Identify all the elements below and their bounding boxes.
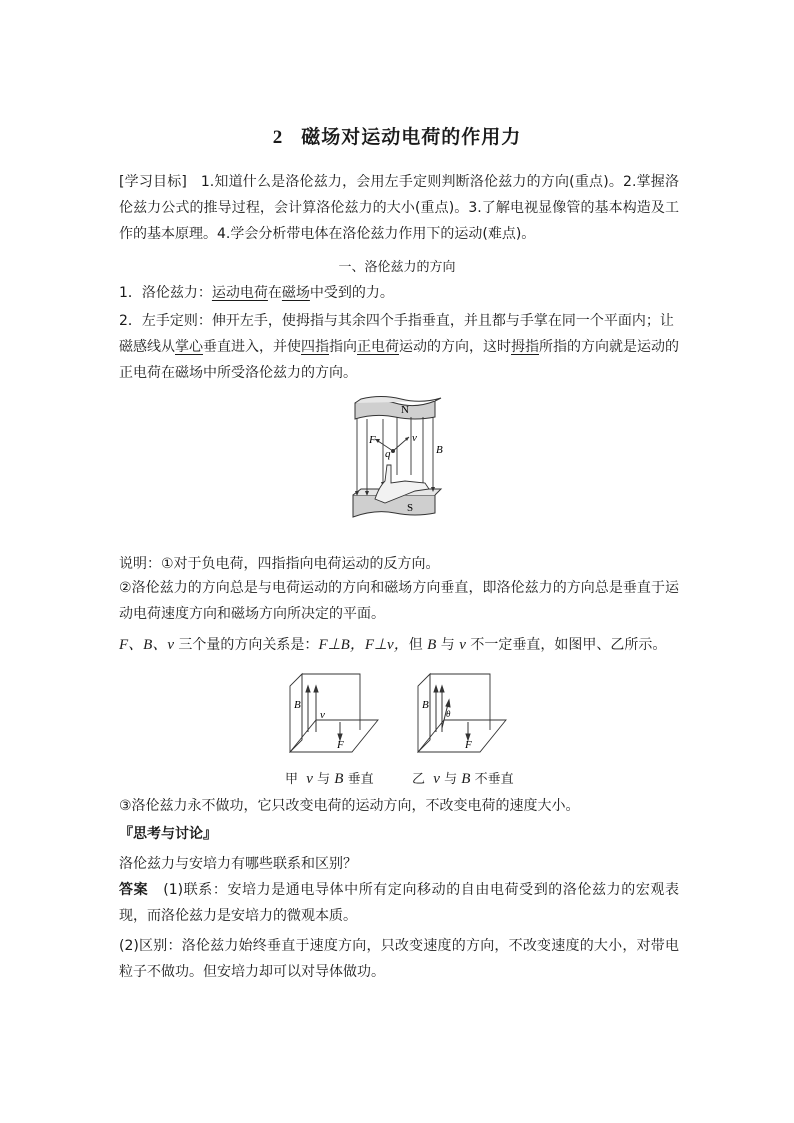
definition-text: 在 xyxy=(267,285,282,301)
page-title xyxy=(0,122,794,149)
charge-label: q xyxy=(385,448,391,460)
note-4: ③洛伦兹力永不做功，它只改变电荷的运动方向，不改变电荷的速度大小。 xyxy=(119,798,580,814)
left-hand-rule-line-1: 2．左手定则：伸开左手，使拇指与其余四个手指垂直，并且都与手掌在同一个平面内；让 xyxy=(119,313,674,329)
note-text: 与 xyxy=(436,637,460,653)
jia-b-label: B xyxy=(294,699,301,711)
symbol-v: v xyxy=(459,637,466,653)
underlined-term: 磁场 xyxy=(281,285,310,301)
caption-tag: 乙 xyxy=(412,772,426,787)
velocity-label: v xyxy=(412,432,417,444)
yi-theta-label: θ xyxy=(446,709,451,719)
rule-text: 指向 xyxy=(329,339,357,355)
force-label: F xyxy=(369,434,376,446)
section-number: 2 xyxy=(272,127,284,148)
underlined-term: 拇指 xyxy=(511,339,539,355)
answer-text: (1)联系：安培力是通电导体中所有定向移动的自由电荷受到的洛伦兹力的宏观表现，而洛伦兹力是安培力的微观本质。 xyxy=(119,882,679,924)
note-text: 不一定垂直，如图甲、乙所示。 xyxy=(465,637,667,653)
relation-formula: F⊥B，F⊥v， xyxy=(318,637,409,653)
yi-f-label: F xyxy=(465,739,472,751)
discussion-heading: 『思考与讨论』 xyxy=(119,826,217,842)
jia-v-label: v xyxy=(320,709,325,721)
caption-v: v xyxy=(433,771,440,787)
left-hand-rule-line-3: 正电荷在磁场中所受洛伦兹力的方向。 xyxy=(119,365,357,381)
left-hand-rule-line-2 xyxy=(119,336,679,356)
definition-text: 中受到的力。 xyxy=(309,285,394,301)
caption-jia xyxy=(285,768,374,788)
note-text: 三个量的方向关系是： xyxy=(173,637,319,653)
answer-part-1 xyxy=(119,877,679,929)
rule-text: 运动的方向，这时 xyxy=(399,339,511,355)
underlined-term: 掌心 xyxy=(175,339,203,355)
rule-text: 垂直进入，并使 xyxy=(203,339,301,355)
underlined-term: 正电荷 xyxy=(357,339,399,355)
rule-text: 磁感线从 xyxy=(119,339,175,355)
caption-yi xyxy=(412,768,514,788)
objectives-text: 1.知道什么是洛伦兹力，会用左手定则判断洛伦兹力的方向(重点)。2.掌握洛伦兹力公式的推导过程，会计算洛伦兹力的大小(重点)。3.了解电视显像管的基本构造及工作的基本原理。4.学会分析带电体在洛伦兹力作用下的运动(难点)。 xyxy=(119,174,679,242)
note-1: 说明：①对于负电荷，四指指向电荷运动的反方向。 xyxy=(119,556,440,572)
caption-text: 不垂直 xyxy=(474,772,514,787)
yi-b-label: B xyxy=(422,699,429,711)
rule-text: 所指的方向就是运动的 xyxy=(539,339,679,355)
n-pole-label: N xyxy=(401,404,409,416)
section-heading: 一、洛伦兹力的方向 xyxy=(338,260,456,275)
note-2: ②洛伦兹力的方向总是与电荷运动的方向和磁场方向垂直，即洛伦兹力的方向总是垂直于运动电荷速度方向和磁场方向所决定的平面。 xyxy=(119,580,679,622)
underlined-term: 四指 xyxy=(301,339,329,355)
discussion-question: 洛伦兹力与安培力有哪些联系和区别？ xyxy=(119,856,357,872)
learning-objectives xyxy=(119,169,679,247)
caption-b: B xyxy=(461,771,471,787)
symbol-b: B xyxy=(427,637,437,653)
caption-text: 与 xyxy=(317,772,331,787)
jia-f-label: F xyxy=(337,739,344,751)
s-pole-label: S xyxy=(407,502,414,514)
underlined-term: 运动电荷 xyxy=(211,285,268,301)
caption-b: B xyxy=(334,771,344,787)
left-hand-rule-figure xyxy=(345,395,445,538)
title-text: 磁场对运动电荷的作用力 xyxy=(301,126,522,148)
note-3 xyxy=(119,633,666,654)
lorentz-definition xyxy=(119,282,394,302)
figure-jia xyxy=(282,670,382,760)
vector-symbols: F、B、v xyxy=(119,637,174,653)
definition-prefix: 1．洛伦兹力： xyxy=(119,285,212,301)
caption-text: 与 xyxy=(444,772,458,787)
caption-v: v xyxy=(306,771,313,787)
caption-tag: 甲 xyxy=(285,772,299,787)
note-text: 但 xyxy=(408,637,428,653)
answer-tag: 答案 xyxy=(119,882,149,898)
caption-text: 垂直 xyxy=(347,772,374,787)
field-label: B xyxy=(436,444,443,456)
figure-yi xyxy=(410,670,510,760)
objectives-tag: [学习目标] xyxy=(119,174,187,190)
answer-part-2: (2)区别：洛伦兹力始终垂直于速度方向，只改变速度的方向，不改变速度的大小，对带电粒子不做功。但安培力却可以对导体做功。 xyxy=(119,938,679,980)
